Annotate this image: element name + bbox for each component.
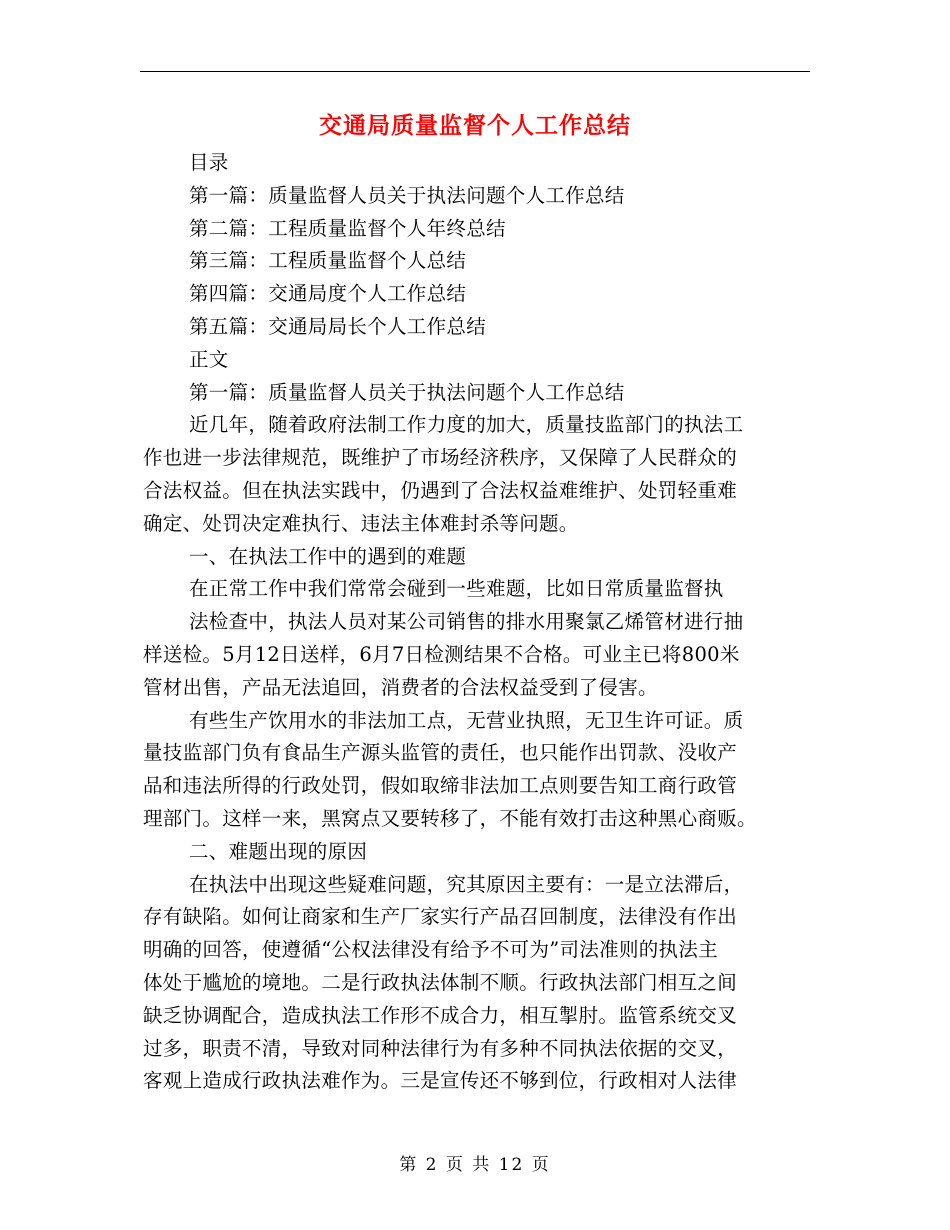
text-line: 客观上造成行政执法难作为。三是宣传还不够到位，行政相对人法律 [143, 1069, 738, 1093]
text-line: 管材出售，产品无法追回，消费者的合法权益受到了侵害。 [143, 675, 658, 699]
text-line: 第一篇：质量监督人员关于执法问题个人工作总结 [189, 380, 625, 404]
text-line: 体处于尴尬的境地。二是行政执法体制不顺。行政执法部门相互之间 [143, 970, 738, 994]
text-line: 样送检。5月12日送样，6月7日检测结果不合格。可业主已将800米 [143, 642, 740, 666]
header-rule [140, 71, 810, 72]
text-line: 近几年，随着政府法制工作力度的加大，质量技监部门的执法工 [189, 413, 744, 437]
text-line: 第五篇：交通局局长个人工作总结 [189, 314, 487, 338]
text-line: 作也进一步法律规范，既维护了市场经济秩序，又保障了人民群众的 [143, 446, 738, 470]
text-line: 品和违法所得的行政处罚，假如取缔非法加工点则要告知工商行政管 [143, 774, 738, 798]
text-line: 第二篇：工程质量监督个人年终总结 [189, 216, 506, 240]
text-line: 第一篇：质量监督人员关于执法问题个人工作总结 [189, 183, 625, 207]
text-line: 存有缺陷。如何让商家和生产厂家实行产品召回制度，法律没有作出 [143, 905, 738, 929]
text-line: 明确的回答，使遵循“公权法律没有给予不可为”司法准则的执法主 [143, 938, 718, 962]
text-line: 确定、处罚决定难执行、违法主体难封杀等问题。 [143, 511, 579, 535]
text-line: 有些生产饮用水的非法加工点，无营业执照，无卫生许可证。质 [189, 708, 744, 732]
text-line: 二、难题出现的原因 [189, 839, 368, 863]
text-line: 在执法中出现这些疑难问题，究其原因主要有：一是立法滞后， [189, 872, 744, 896]
text-line: 正文 [189, 347, 229, 371]
text-line: 量技监部门负有食品生产源头监管的责任，也只能作出罚款、没收产 [143, 741, 738, 765]
text-line: 第三篇：工程质量监督个人总结 [189, 249, 467, 273]
text-line: 过多，职责不清，导致对同种法律行为有多种不同执法依据的交叉， [143, 1036, 738, 1060]
text-line: 法检查中，执法人员对某公司销售的排水用聚氯乙烯管材进行抽 [189, 610, 744, 634]
document-title: 交通局质量监督个人工作总结 [319, 112, 631, 139]
text-line: 第四篇：交通局度个人工作总结 [189, 282, 467, 306]
text-line: 一、在执法工作中的遇到的难题 [189, 544, 467, 568]
document-body [143, 147, 813, 1098]
text-line: 合法权益。但在执法实践中，仍遇到了合法权益难维护、处罚轻重难 [143, 478, 738, 502]
text-line: 理部门。这样一来，黑窝点又要转移了，不能有效打击这种黑心商贩。 [143, 806, 757, 830]
page-number-footer: 第 2 页 共 12 页 [399, 1155, 551, 1175]
text-line: 缺乏协调配合，造成执法工作形不成合力，相互掣肘。监管系统交叉 [143, 1003, 738, 1027]
text-line: 目录 [189, 151, 229, 174]
text-line: 在正常工作中我们常常会碰到一些难题，比如日常质量监督执 [189, 577, 724, 601]
